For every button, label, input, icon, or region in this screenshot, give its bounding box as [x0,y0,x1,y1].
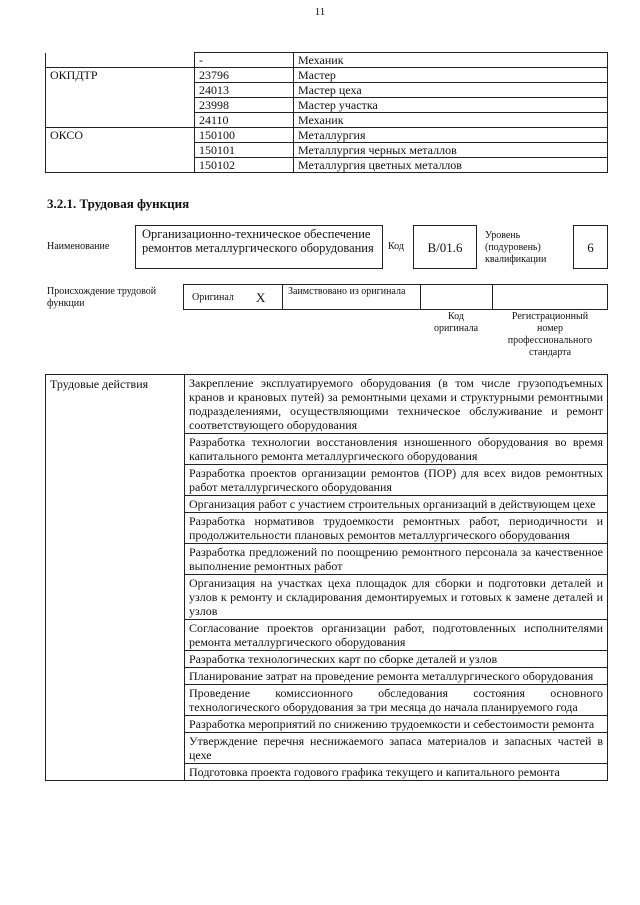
actions-label: Трудовые действия [46,375,185,781]
code-cell: - [195,53,294,68]
code-cell: 150101 [195,143,294,158]
action-item: Закрепление эксплуатируемого оборудования (в том числе грузоподъемных кранов и крановых путей) за ремонтными цехами и структурными ремонтными подразделениями, осуществляющими техническое обслуживание и ремонт соответствующего оборудования [185,375,608,434]
action-item: Планирование затрат на проведение ремонта металлургического оборудования [185,668,608,685]
table-row [46,375,608,434]
original-mark: X [256,290,266,305]
table-row [46,98,608,113]
table-row [46,83,608,98]
name-cell: Механик [294,53,608,68]
origin-label: Происхождение трудовой функции [47,286,157,309]
action-item: Разработка нормативов трудоемкости ремонтных работ, периодичности и продолжительности плановых ремонтов металлургического оборудования [185,513,608,544]
name-cell: Металлургия [294,128,608,143]
action-item: Согласование проектов организации работ, подготовленных исполнителями ремонта металлургического оборудования [185,620,608,651]
level-label: Уровень (подуровень) квалификации [485,230,547,265]
actions-table [45,374,608,781]
action-item: Организация на участках цеха площадок для сборки и подготовки деталей и узлов к ремонту и складирования демонтируемых и готовых к замене деталей и узлов [185,575,608,620]
name-cell: Металлургия черных металлов [294,143,608,158]
code-cell: 24110 [195,113,294,128]
codes-table [45,52,608,173]
reg-caption: Регистрационный номер профессионального стандарта [507,311,593,358]
action-item: Проведение комиссионного обследования состояния основного технологического оборудования за три месяца до начала планируемого года [185,685,608,716]
classifier-cell [46,53,195,68]
action-item: Организация работ с участием строительных организаций в действующем цехе [185,496,608,513]
action-item: Разработка мероприятий по снижению трудоемкости и себестоимости ремонта [185,716,608,733]
code-cell: 23998 [195,98,294,113]
divider [492,285,493,309]
name-cell: Металлургия цветных металлов [294,158,608,173]
action-item: Разработка технологии восстановления изношенного оборудования во время капитального ремонта металлургического оборудования [185,434,608,465]
section-heading: 3.2.1. Трудовая функция [47,196,190,211]
original-label: Оригинал [192,292,234,303]
level-value-box: 6 [573,225,608,269]
name-cell: Мастер участка [294,98,608,113]
table-row [46,113,608,128]
borrowed-label: Заимствовано из оригинала [288,286,406,297]
code-cell: 23796 [195,68,294,83]
name-cell: Механик [294,113,608,128]
table-row [46,128,608,143]
table-row [46,158,608,173]
code-cell: 150102 [195,158,294,173]
action-item: Утверждение перечня неснижаемого запаса материалов и запасных частей в цехе [185,733,608,764]
code-label: Код [388,241,404,252]
table-row [46,53,608,68]
divider [282,285,283,309]
function-code-box: B/01.6 [413,225,477,269]
action-item: Разработка технологических карт по сборке деталей и узлов [185,651,608,668]
function-name-box: Организационно-техническое обеспечение ремонтов металлургического оборудования [135,225,383,269]
action-item: Разработка проектов организации ремонтов (ПОР) для всех видов ремонтных работ металлургического оборудования [185,465,608,496]
classifier-cell: ОКСО [46,128,195,143]
code-cell: 150100 [195,128,294,143]
classifier-cell [46,83,195,98]
classifier-cell: ОКПДТР [46,68,195,83]
divider [420,285,421,309]
code-cell: 24013 [195,83,294,98]
code-caption: Код оригинала [433,311,479,334]
page-number: 11 [314,6,326,18]
name-cell: Мастер цеха [294,83,608,98]
name-cell: Мастер [294,68,608,83]
action-item: Разработка предложений по поощрению ремонтного персонала за качественное выполнение ремонтных работ [185,544,608,575]
classifier-cell [46,143,195,158]
classifier-cell [46,158,195,173]
classifier-cell [46,98,195,113]
action-item: Подготовка проекта годового графика текущего и капитального ремонта [185,764,608,781]
origin-box [183,284,608,310]
table-row [46,68,608,83]
classifier-cell [46,113,195,128]
table-row [46,143,608,158]
name-label: Наименование [47,241,110,252]
